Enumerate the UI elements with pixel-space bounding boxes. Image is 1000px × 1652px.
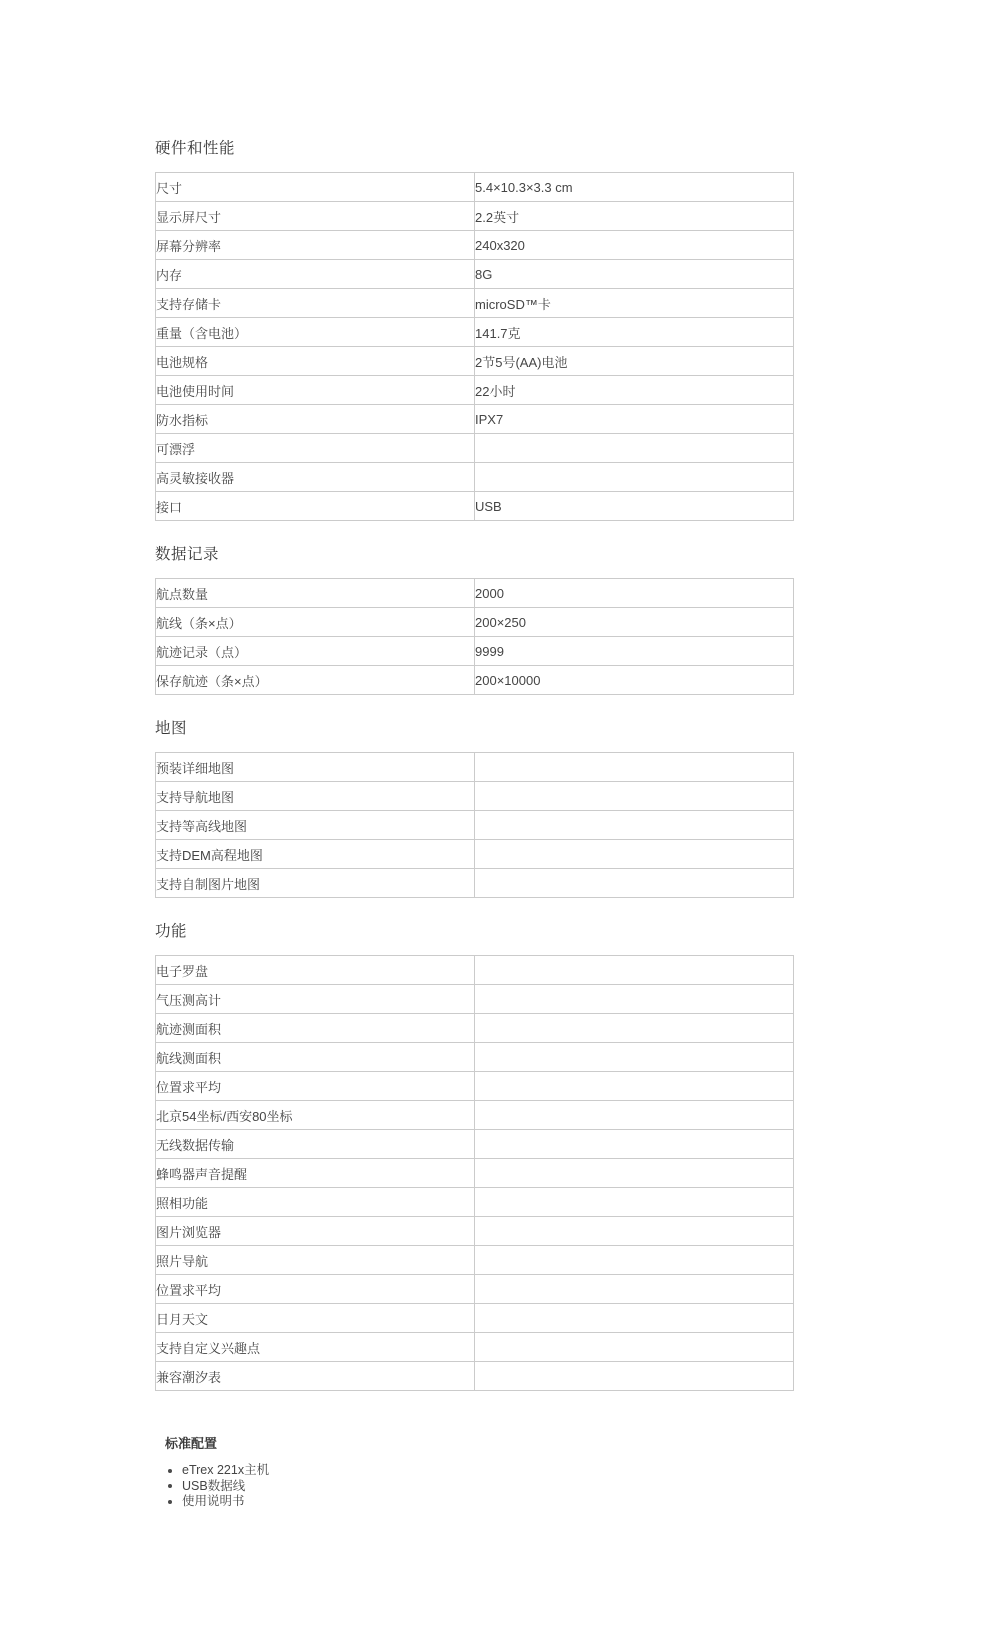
spec-label-cell: 支持DEM高程地图 [156, 840, 475, 869]
spec-value-cell [475, 1275, 794, 1304]
spec-value-cell: 2.2英寸 [475, 202, 794, 231]
spec-row [156, 318, 794, 347]
spec-row [156, 985, 794, 1014]
spec-label-cell: 电子罗盘 [156, 956, 475, 985]
spec-label-cell: 支持存储卡 [156, 289, 475, 318]
bullet-dot-icon [168, 1469, 172, 1473]
spec-label-cell: 航迹测面积 [156, 1014, 475, 1043]
section-maps [155, 719, 793, 898]
spec-label-cell: 支持自制图片地图 [156, 869, 475, 898]
spec-value-cell: microSD™卡 [475, 289, 794, 318]
spec-label-cell: 图片浏览器 [156, 1217, 475, 1246]
spec-value-cell [475, 1188, 794, 1217]
spec-row [156, 1217, 794, 1246]
spec-value-cell [475, 434, 794, 463]
spec-value-cell [475, 956, 794, 985]
standard-config-item-text: eTrex 221x主机 [182, 1463, 270, 1477]
spec-label-cell: 照相功能 [156, 1188, 475, 1217]
spec-value-cell [475, 1159, 794, 1188]
spec-row [156, 1014, 794, 1043]
spec-value-cell [475, 1246, 794, 1275]
functions-spec-table [155, 955, 794, 1391]
spec-row [156, 1101, 794, 1130]
spec-label-cell: 无线数据传输 [156, 1130, 475, 1159]
spec-label-cell: 航线测面积 [156, 1043, 475, 1072]
section-title-data-recording: 数据记录 [155, 546, 220, 563]
spec-value-cell [475, 753, 794, 782]
spec-label-cell: 航线（条×点） [156, 608, 475, 637]
spec-value-cell [475, 1130, 794, 1159]
section-title-maps: 地图 [155, 720, 188, 737]
spec-row [156, 1333, 794, 1362]
standard-config-item [168, 1479, 793, 1495]
spec-row [156, 637, 794, 666]
spec-value-cell [475, 1101, 794, 1130]
spec-row [156, 811, 794, 840]
spec-label-cell: 航迹记录（点） [156, 637, 475, 666]
spec-row [156, 579, 794, 608]
spec-label-cell: 北京54坐标/西安80坐标 [156, 1101, 475, 1130]
spec-value-cell: 22小时 [475, 376, 794, 405]
spec-value-cell [475, 1217, 794, 1246]
spec-label-cell: 位置求平均 [156, 1072, 475, 1101]
section-functions [155, 922, 793, 1391]
spec-row [156, 1188, 794, 1217]
spec-label-cell: 航点数量 [156, 579, 475, 608]
spec-value-cell: 200×250 [475, 608, 794, 637]
spec-row [156, 1072, 794, 1101]
spec-label-cell: 兼容潮汐表 [156, 1362, 475, 1391]
spec-row [156, 608, 794, 637]
spec-row [156, 1362, 794, 1391]
spec-value-cell [475, 1043, 794, 1072]
spec-label-cell: 支持自定义兴趣点 [156, 1333, 475, 1362]
spec-row [156, 289, 794, 318]
spec-value-cell [475, 869, 794, 898]
spec-row [156, 231, 794, 260]
spec-row [156, 1043, 794, 1072]
spec-row [156, 840, 794, 869]
spec-label-cell: 预装详细地图 [156, 753, 475, 782]
spec-value-cell [475, 782, 794, 811]
spec-label-cell: 接口 [156, 492, 475, 521]
spec-value-cell: 9999 [475, 637, 794, 666]
standard-config-item [168, 1463, 793, 1479]
spec-row [156, 260, 794, 289]
standard-config-list [165, 1463, 793, 1510]
spec-label-cell: 可漂浮 [156, 434, 475, 463]
section-title-functions: 功能 [155, 923, 188, 940]
spec-value-cell [475, 463, 794, 492]
spec-value-cell: 8G [475, 260, 794, 289]
spec-row [156, 1246, 794, 1275]
spec-row [156, 1130, 794, 1159]
spec-row [156, 1304, 794, 1333]
spec-value-cell: 2节5号(AA)电池 [475, 347, 794, 376]
spec-row [156, 347, 794, 376]
standard-config-title: 标准配置 [165, 1436, 218, 1451]
spec-row [156, 202, 794, 231]
maps-spec-table [155, 752, 794, 898]
spec-label-cell: 照片导航 [156, 1246, 475, 1275]
spec-row [156, 753, 794, 782]
spec-value-cell: USB [475, 492, 794, 521]
spec-page-content [155, 0, 793, 1510]
spec-row [156, 869, 794, 898]
spec-label-cell: 位置求平均 [156, 1275, 475, 1304]
spec-row [156, 434, 794, 463]
spec-value-cell [475, 1362, 794, 1391]
spec-value-cell [475, 840, 794, 869]
spec-value-cell: 2000 [475, 579, 794, 608]
spec-value-cell [475, 1072, 794, 1101]
standard-config-item [168, 1494, 793, 1510]
spec-row [156, 173, 794, 202]
section-data-recording [155, 545, 793, 695]
standard-config-item-text: 使用说明书 [182, 1494, 245, 1508]
spec-label-cell: 高灵敏接收器 [156, 463, 475, 492]
spec-label-cell: 尺寸 [156, 173, 475, 202]
standard-config-block [165, 1435, 793, 1510]
section-hardware-performance [155, 139, 793, 521]
spec-label-cell: 蜂鸣器声音提醒 [156, 1159, 475, 1188]
spec-label-cell: 支持等高线地图 [156, 811, 475, 840]
spec-row [156, 782, 794, 811]
spec-value-cell: 240x320 [475, 231, 794, 260]
spec-label-cell: 支持导航地图 [156, 782, 475, 811]
bullet-dot-icon [168, 1484, 172, 1488]
bullet-dot-icon [168, 1500, 172, 1504]
standard-config-item-text: USB数据线 [182, 1478, 246, 1493]
spec-value-cell [475, 811, 794, 840]
spec-value-cell [475, 1304, 794, 1333]
spec-label-cell: 显示屏尺寸 [156, 202, 475, 231]
spec-row [156, 956, 794, 985]
spec-value-cell: IPX7 [475, 405, 794, 434]
spec-label-cell: 重量（含电池） [156, 318, 475, 347]
spec-label-cell: 日月天文 [156, 1304, 475, 1333]
spec-value-cell [475, 985, 794, 1014]
spec-row [156, 492, 794, 521]
hardware-spec-table [155, 172, 794, 521]
spec-value-cell: 200×10000 [475, 666, 794, 695]
spec-value-cell [475, 1333, 794, 1362]
spec-value-cell [475, 1014, 794, 1043]
spec-label-cell: 屏幕分辨率 [156, 231, 475, 260]
spec-value-cell: 5.4×10.3×3.3 cm [475, 173, 794, 202]
spec-label-cell: 内存 [156, 260, 475, 289]
spec-row [156, 1159, 794, 1188]
spec-label-cell: 防水指标 [156, 405, 475, 434]
data-recording-spec-table [155, 578, 794, 695]
spec-label-cell: 电池规格 [156, 347, 475, 376]
section-title-hardware: 硬件和性能 [155, 140, 236, 157]
spec-row [156, 405, 794, 434]
spec-label-cell: 电池使用时间 [156, 376, 475, 405]
spec-row [156, 376, 794, 405]
spec-row [156, 1275, 794, 1304]
spec-row [156, 666, 794, 695]
spec-label-cell: 保存航迹（条×点） [156, 666, 475, 695]
spec-value-cell: 141.7克 [475, 318, 794, 347]
spec-row [156, 463, 794, 492]
spec-label-cell: 气压测高计 [156, 985, 475, 1014]
